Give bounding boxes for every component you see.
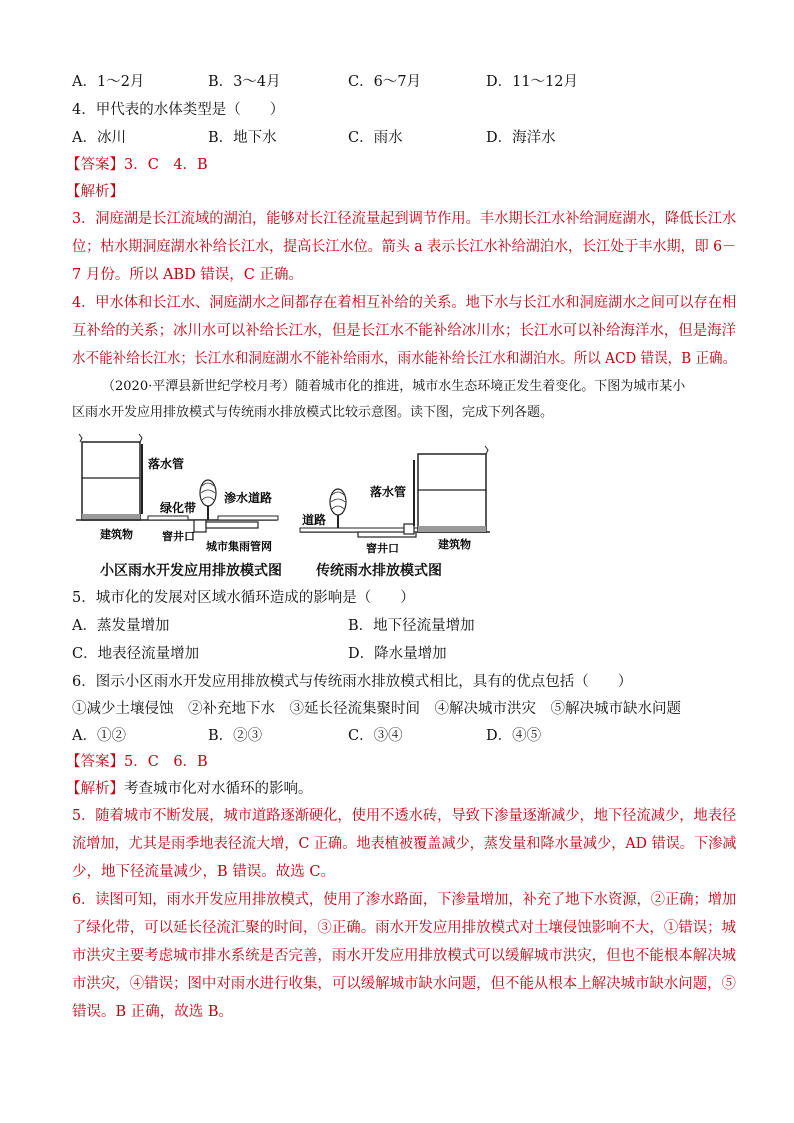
explanation-3-line-1: 3．洞庭湖是长江流域的湖泊，能够对长江径流量起到调节作用。丰水期长江水补给洞庭湖水，降低长江水 bbox=[72, 211, 737, 227]
answer-text: 3．C 4．B bbox=[124, 157, 208, 173]
label-road: 道路 bbox=[302, 513, 327, 527]
label-downpipe: 落水管 bbox=[370, 485, 407, 499]
option-d: D．降水量增加 bbox=[348, 646, 447, 662]
explanation-4-line-2: 互补给的关系；冰川水可以补给长江水，但是长江水不能补给冰川水；长江水可以补给海洋水，但是海洋 bbox=[72, 323, 736, 339]
explanation-5-line-2: 流增加，尤其是雨季地表径流大增，C 正确。地表植被覆盖减少，蒸发量和降水量减少，AD 错误。下渗减 bbox=[72, 836, 737, 852]
option-b: B．地下水 bbox=[208, 130, 277, 146]
option-b: B．地下径流量增加 bbox=[348, 618, 475, 634]
label-network: 城市集雨管网 bbox=[206, 540, 272, 553]
option-a: A．①② bbox=[72, 728, 126, 744]
option-a: A．1～2月 bbox=[72, 74, 145, 90]
left-figure-caption: 小区雨水开发应用排放模式图 bbox=[100, 563, 282, 579]
tree-icon bbox=[200, 480, 216, 506]
right-building bbox=[418, 454, 486, 532]
analysis-5-6 bbox=[66, 779, 313, 799]
intro-line-1: （2020·平潭县新世纪学校月考）随着城市化的推进，城市水生态环境正发生着变化。下图为城市某小 bbox=[102, 379, 686, 394]
option-c: C．③④ bbox=[348, 728, 403, 744]
explanation-6-line-3: 市洪灾主要考虑城市排水系统是否完善，雨水开发应用排放模式可以缓解城市洪灾，但也不能根本解决城 bbox=[72, 948, 736, 964]
option-c: C．地表径流量增加 bbox=[72, 646, 200, 662]
explanation-4-line-3: 水不能补给长江水；长江水和洞庭湖水不能补给雨水，雨水能补给长江水和湖泊水。所以 ACD 错误，B 正确。 bbox=[72, 351, 737, 367]
answer-label: 【答案】 bbox=[66, 754, 124, 770]
answer-text: 5．C 6．B bbox=[124, 754, 208, 770]
left-manhole bbox=[194, 520, 206, 532]
analysis-summary: 考查城市化对水循环的影响。 bbox=[124, 781, 313, 797]
left-diagram bbox=[76, 434, 278, 553]
rain-collection-network bbox=[206, 522, 258, 528]
option-b: B．3～4月 bbox=[208, 74, 281, 90]
label-manhole: 窨井口 bbox=[162, 530, 195, 543]
intro-line-2: 区雨水开发应用排放模式与传统雨水排放模式比较示意图。读下图，完成下列各题。 bbox=[72, 405, 554, 420]
option-c: C．6～7月 bbox=[348, 74, 422, 90]
explanation-6-line-4: 市洪灾，④错误；图中对雨水进行收集，可以缓解城市缺水问题，但不能从根本上解决城市缺水问题，⑤ bbox=[72, 976, 736, 992]
label-manhole: 窨井口 bbox=[366, 542, 399, 555]
label-building: 建筑物 bbox=[100, 528, 133, 541]
q6-items: ①减少土壤侵蚀 ②补充地下水 ③延长径流集聚时间 ④解决城市洪灾 ⑤解决城市缺水问题 bbox=[72, 701, 681, 717]
q5-stem: 5．城市化的发展对区域水循环造成的影响是（ ） bbox=[72, 590, 415, 606]
answer-label: 【答案】 bbox=[66, 157, 124, 173]
label-permeable-road: 渗水道路 bbox=[224, 491, 273, 505]
option-d: D．海洋水 bbox=[486, 130, 556, 146]
rainwater-figure bbox=[72, 430, 502, 580]
analysis-label: 【解析】 bbox=[66, 781, 124, 797]
right-figure-caption: 传统雨水排放模式图 bbox=[316, 563, 442, 579]
label-building: 建筑物 bbox=[438, 538, 471, 551]
explanation-6-line-2: 了绿化带，可以延长径流汇聚的时间，③正确。雨水开发应用排放模式对土壤侵蚀影响不大，①错误；城 bbox=[72, 920, 736, 936]
label-downpipe: 落水管 bbox=[148, 457, 185, 471]
explanation-4-line-1: 4．甲水体和长江水、洞庭湖水之间都存在着相互补给的关系。地下水与长江水和洞庭湖水之间可以存在相 bbox=[72, 295, 737, 311]
analysis-label: 【解析】 bbox=[66, 184, 124, 200]
explanation-5-line-1: 5．随着城市不断发展，城市道路逐渐硬化，使用不透水砖，导致下渗量逐渐减少，地下径流减少，地表径 bbox=[72, 808, 737, 824]
q4-stem: 4．甲代表的水体类型是（ ） bbox=[72, 102, 285, 118]
right-manhole bbox=[404, 524, 414, 534]
tree-icon bbox=[330, 489, 346, 515]
label-green-belt: 绿化带 bbox=[160, 501, 197, 515]
explanation-6-line-1: 6．读图可知，雨水开发应用排放模式，使用了渗水路面，下渗量增加，补充了地下水资源，②正确；增加 bbox=[72, 892, 737, 908]
option-d: D．④⑤ bbox=[486, 728, 542, 744]
option-d: D．11～12月 bbox=[486, 74, 579, 90]
explanation-6-line-5: 错误。B 正确，故选 B。 bbox=[72, 1004, 234, 1020]
left-building bbox=[82, 442, 140, 520]
right-diagram bbox=[300, 446, 490, 555]
option-a: A．蒸发量增加 bbox=[72, 618, 170, 634]
option-b: B．②③ bbox=[208, 728, 263, 744]
option-c: C．雨水 bbox=[348, 130, 403, 146]
explanation-5-line-3: 少，地下径流量减少，B 错误。故选 C。 bbox=[72, 864, 335, 880]
answer-3-4 bbox=[66, 155, 208, 175]
explanation-3-line-3: 7 月份。所以 ABD 错误，C 正确。 bbox=[72, 267, 304, 283]
answer-5-6 bbox=[66, 752, 208, 772]
explanation-3-line-2: 位；枯水期洞庭湖水补给长江水，提高长江水位。箭头 a 表示长江水补给湖泊水，长江处于丰水期，即 6－ bbox=[72, 239, 737, 255]
option-a: A．冰川 bbox=[72, 130, 126, 146]
q6-stem: 6．图示小区雨水开发应用排放模式与传统雨水排放模式相比，具有的优点包括（ ） bbox=[72, 674, 633, 690]
